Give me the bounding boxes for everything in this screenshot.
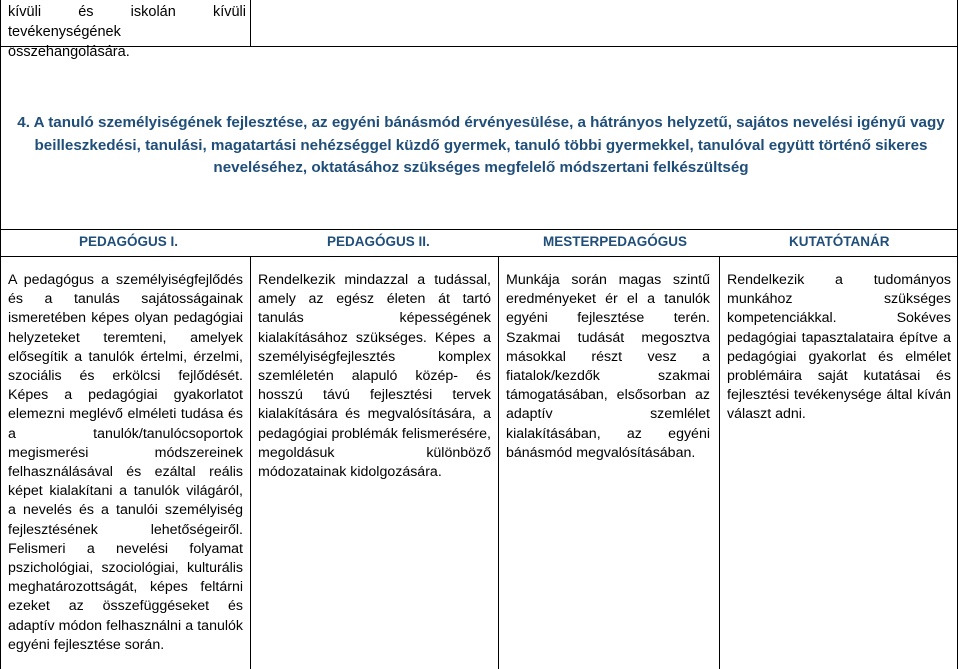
top-cell-divider bbox=[250, 0, 251, 47]
header-row-top-border bbox=[0, 229, 958, 230]
top-fragment-cell: kívüli és iskolán kívüli tevékenységének összehangolására. bbox=[8, 4, 246, 60]
table-border-left bbox=[0, 0, 1, 669]
table-border-right bbox=[957, 0, 958, 669]
section-title: 4. A tanuló személyiségének fejlesztése, az egyéni bánásmód érvényesülése, a hátrányos helyzetű, sajátos nevelési igényű vagy beilleszkedési, tanulási, magatartási nehézséggel küzdő gyermek, tanuló többi gyermekkel, tanulóval együtt történő sikeres neveléséhez, oktatásához szükséges megfelelő módszertani felkészültség bbox=[17, 114, 945, 176]
column-pedagogus-1-text: A pedagógus a személyiségfejlődés és a tanulás sajátosságainak ismeretében képes olyan pedagógiai helyzeteket teremteni, amelyek elősegítik a tanulók értelmi, érzelmi, szociális és erkölcsi fejlődését. Képes a pedagógiai gyakorlatot elemezni meglévő elméleti tudása és a tanulók/tanulócsoportok megismerési módszereinek felhasználásával és ezáltal reális képet kialakítani a tanulók világáról, a nevelés és a tanulói személyiség fejlesztésének lehetőségeiről. Felismeri a nevelési folyamat pszichológiai, szociológiai, kulturális meghatározottságát, képes feltárni ezeket az összefüggéseket és adaptív módon felhasználni a tanulók egyéni fejlesztése során. bbox=[8, 272, 243, 653]
column-divider-3 bbox=[719, 256, 720, 669]
column-mesterpedagogus-text: Munkája során magas szintű eredményeket ér el a tanulók egyéni fejlesztése terén. Szakmai tudását megosztva másokkal részt vesz a fiatalok/kezdők szakmai támogatásában, elsősorban az adaptív szemlélet kialakításában, az egyéni bánásmód megvalósításában. bbox=[506, 272, 710, 461]
column-divider-1 bbox=[250, 256, 251, 669]
header-row-bottom-border bbox=[0, 256, 958, 257]
column-pedagogus-2-text: Rendelkezik mindazzal a tudással, amely az egész életen át tartó tanulás képességének kialakításához szükséges. Képes a személyiségfejlesztés komplex szemléletén alapuló közép- és hosszú távú fejlesztési tervek kialakítására és megvalósítására, a pedagógiai problémák felismerésére, megoldásuk különböző módozatainak kidolgozására. bbox=[258, 272, 491, 481]
header-pedagogus-1: PEDAGÓGUS I. bbox=[79, 234, 179, 249]
header-mesterpedagogus: MESTERPEDAGÓGUS bbox=[543, 234, 688, 249]
column-divider-2 bbox=[498, 256, 499, 669]
header-pedagogus-2: PEDAGÓGUS II. bbox=[327, 234, 430, 249]
column-kutatotanar-text: Rendelkezik a tudományos munkához szükséges kompetenciákkal. Sokéves pedagógiai tapasztalataira építve a pedagógiai gyakorlat és elmélet problémáira saját kutatásai és fejlesztési tevékenysége által kíván választ adni. bbox=[727, 272, 951, 423]
header-kutatotanar: KUTATÓTANÁR bbox=[789, 234, 890, 249]
